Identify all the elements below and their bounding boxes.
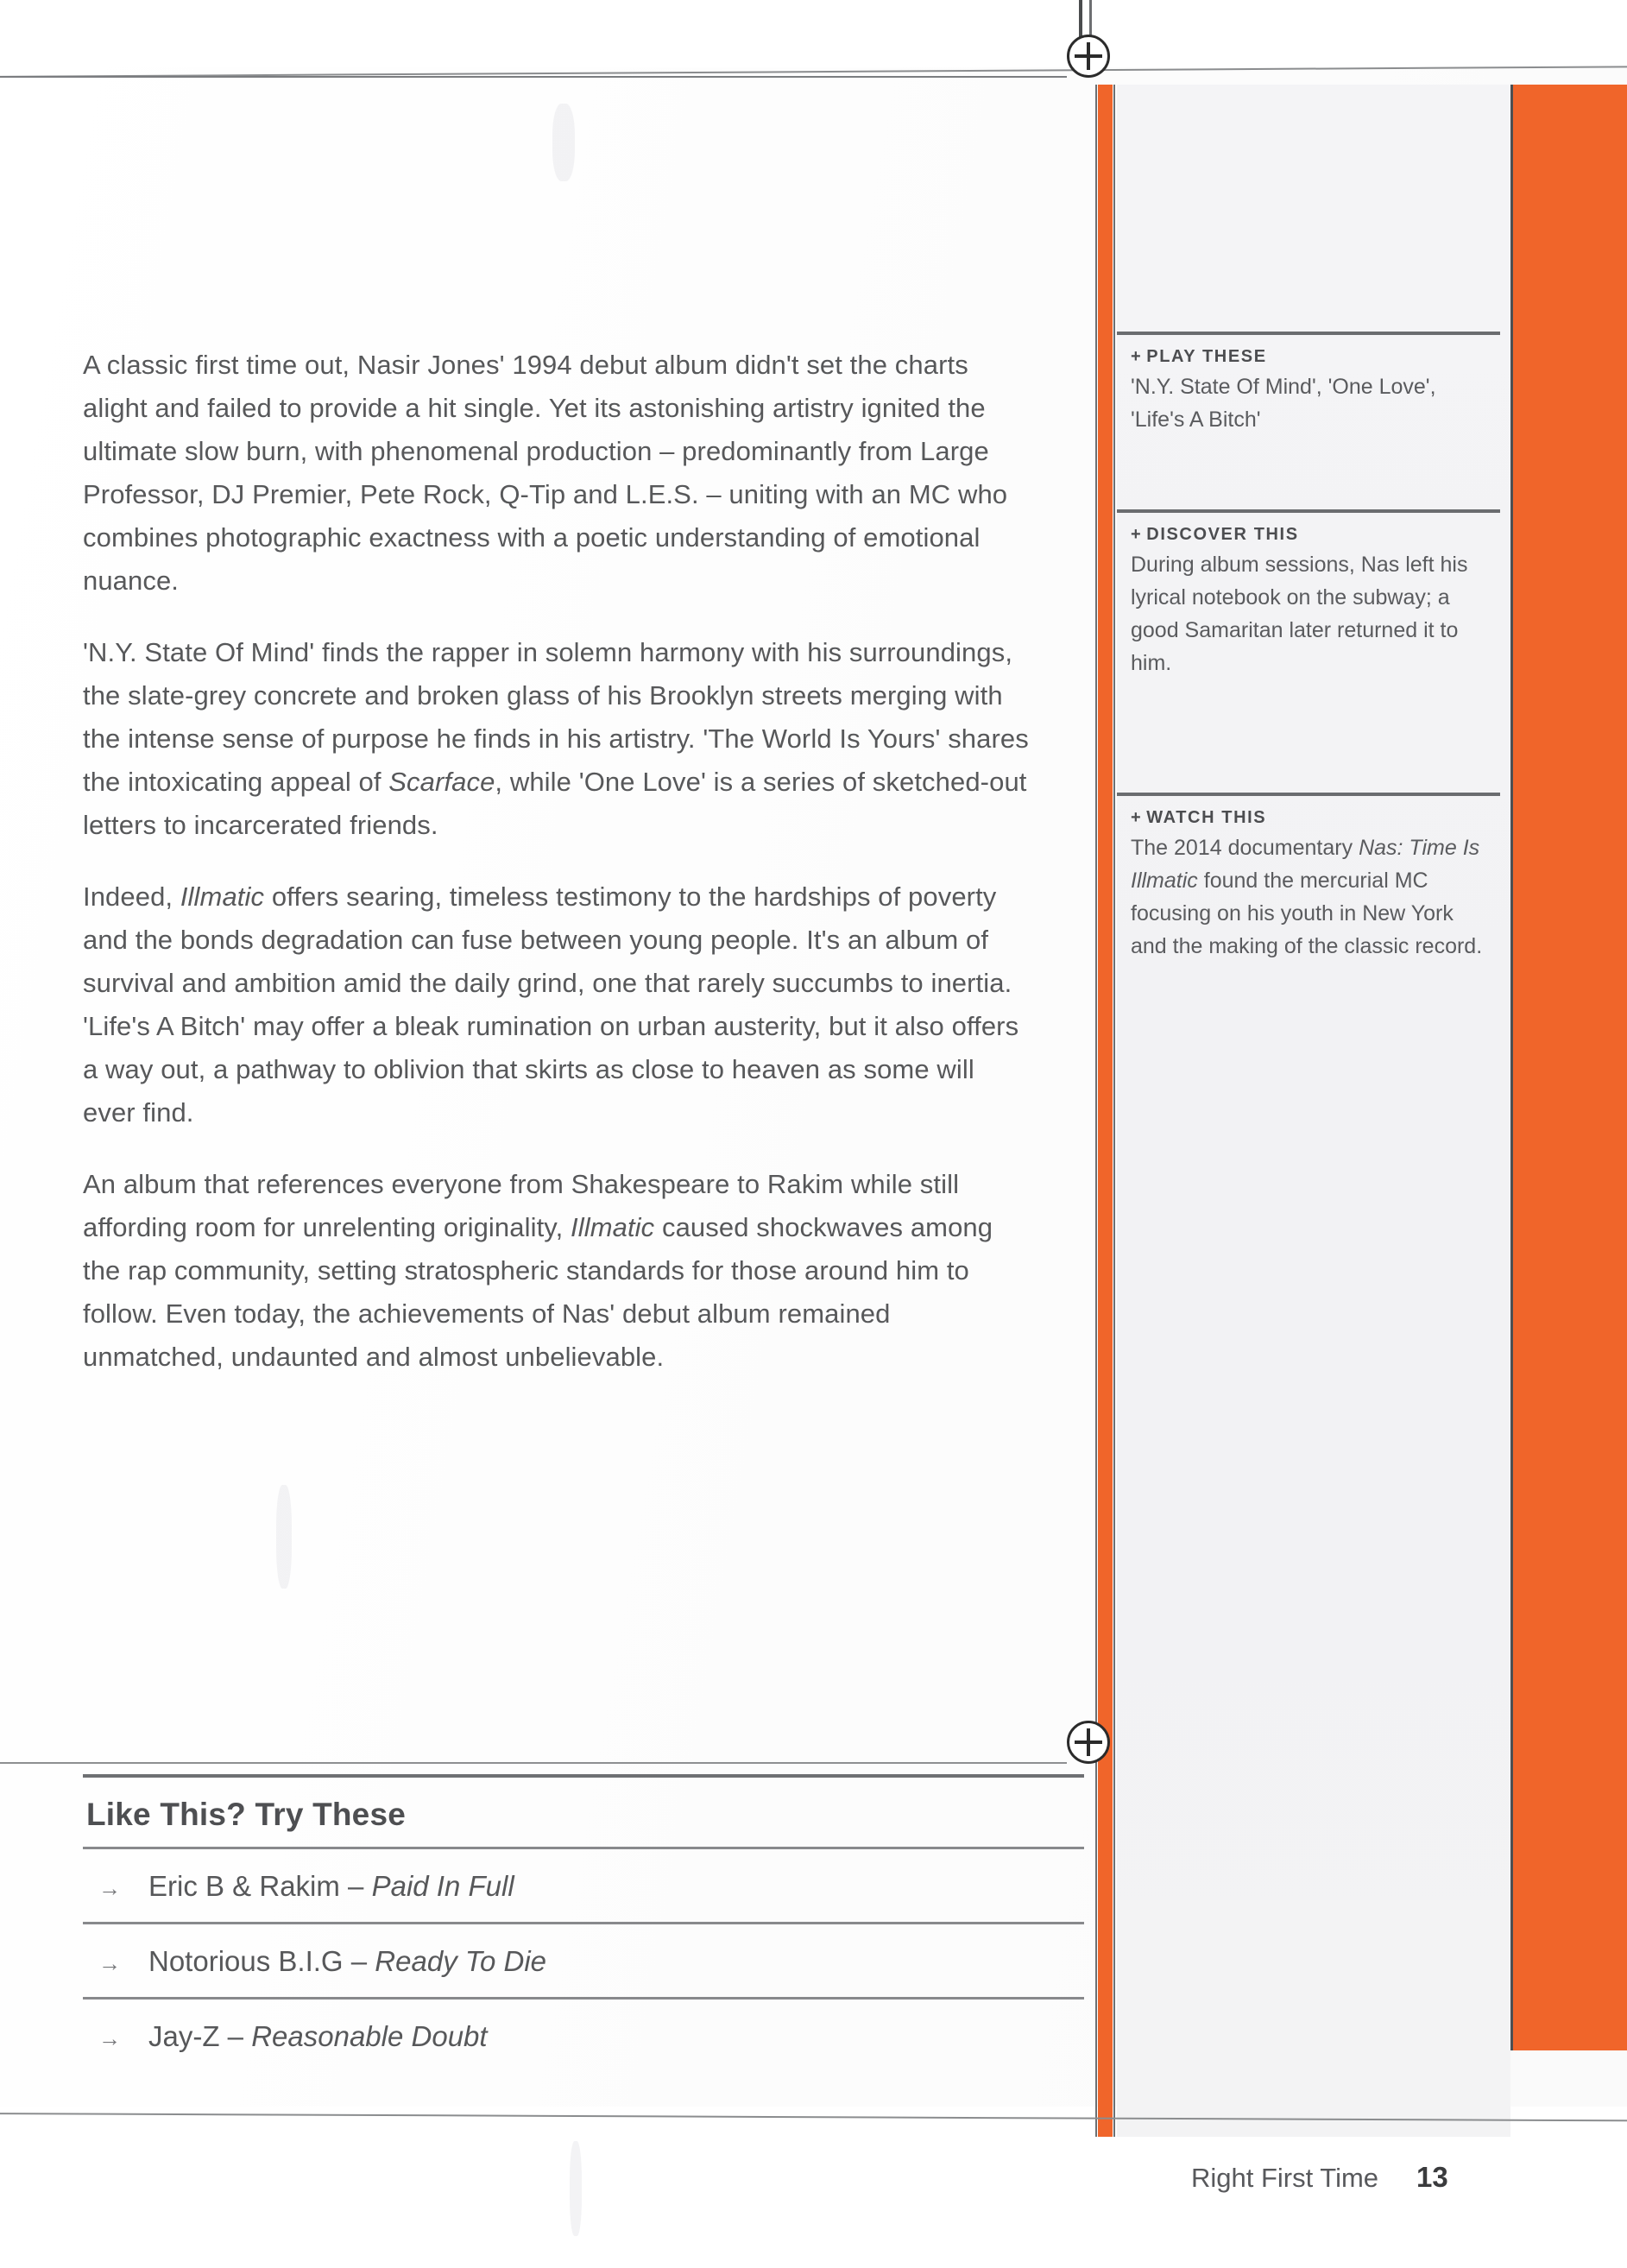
sidebar-kicker-play-these xyxy=(1131,347,1488,367)
recommendations-title: Like This? Try These xyxy=(86,1797,407,1832)
arrow-right-icon: → xyxy=(98,1875,121,1901)
arrow-right-icon: → xyxy=(98,2025,121,2051)
recommendation-dash: – xyxy=(339,1870,372,1902)
recommendation-album: Paid In Full xyxy=(371,1870,514,1902)
sidebar-kicker-discover-this xyxy=(1131,525,1488,545)
sidebar-box-discover-this xyxy=(1122,509,1495,679)
registration-crosshair-vertical xyxy=(1087,1728,1090,1756)
recommendation-text xyxy=(148,1945,546,1978)
body-text: , while 'One Love' is a series of sketched-out letters to incarcerated friends. xyxy=(83,767,1027,840)
sidebar-divider xyxy=(1117,793,1500,796)
body-text: A classic first time out, Nasir Jones' 1994 debut album didn't set the charts alight and failed to provide a hit single. Yet its astonishing artistry ignited the ultimate slow burn, with phenomenal production – predominantly from Large Professor, DJ Premier, Pete Rock, Q-Tip and L.E.S. – uniting with an MC who combines photographic exactness with a poetic understanding of emotional nuance. xyxy=(83,350,1008,596)
body-text: caused shockwaves among the rap community, setting stratospheric standards for those around him to follow. Even today, the achievements of Nas' debut album remained unmatched, undaunted and almost unbelievable. xyxy=(83,1212,993,1372)
sidebar-kicker-label: WATCH THIS xyxy=(1146,808,1267,827)
sidebar-kicker-label: PLAY THESE xyxy=(1146,347,1267,366)
crop-guide-line-bottom xyxy=(0,1762,1067,1764)
registration-mark-icon xyxy=(1067,35,1110,78)
plus-icon: + xyxy=(1131,347,1143,366)
sidebar-body-play-these xyxy=(1131,370,1488,436)
article-paragraph xyxy=(83,631,1032,847)
recommendation-dash: – xyxy=(219,2020,252,2052)
footer-page-number: 13 xyxy=(1416,2161,1448,2193)
registration-mark-icon xyxy=(1067,1721,1110,1764)
recommendation-text xyxy=(148,2020,488,2053)
recommendation-artist: Jay-Z xyxy=(148,2020,220,2052)
emphasis-text: Illmatic xyxy=(180,881,265,912)
body-text: found the mercurial MC focusing on his youth in New York and the making of the classic record. xyxy=(1131,869,1483,958)
sidebar-box-watch-this xyxy=(1122,793,1495,963)
emphasis-text: Nas: Time Is Illmatic xyxy=(1131,836,1480,893)
plus-icon: + xyxy=(1131,525,1143,544)
footer-section-title: Right First Time xyxy=(1191,2163,1379,2193)
body-text: 'N.Y. State Of Mind', 'One Love', 'Life's A Bitch' xyxy=(1131,375,1436,432)
recommendation-artist: Notorious B.I.G xyxy=(148,1945,344,1977)
article-body xyxy=(83,344,1032,1379)
body-text: Indeed, xyxy=(83,881,180,912)
body-text: offers searing, timeless testimony to the hardships of poverty and the bonds degradation can fuse between young people. It's an album of survival and ambition amid the daily grind, one that rarely succumbs to inertia. 'Life's A Bitch' may offer a bleak rumination on urban austerity, but it also offers a way out, a pathway to oblivion that skirts as close to heaven as some will ever find. xyxy=(83,881,1019,1128)
recommendation-album: Reasonable Doubt xyxy=(251,2020,488,2052)
plus-icon: + xyxy=(1131,808,1143,827)
registration-crosshair-vertical xyxy=(1087,42,1090,70)
body-text: During album sessions, Nas left his lyrical notebook on the subway; a good Samaritan later returned it to him. xyxy=(1131,553,1468,675)
orange-edge-band xyxy=(1510,85,1627,2050)
recommendation-item[interactable] xyxy=(83,1924,1084,1997)
body-text: An album that references everyone from Shakespeare to Rakim while still affording room for unrelenting originality, xyxy=(83,1169,960,1242)
sidebar-body-watch-this xyxy=(1131,831,1488,963)
article-paragraph xyxy=(83,1163,1032,1379)
arrow-right-icon: → xyxy=(98,1950,121,1976)
recommendation-text xyxy=(148,1870,514,1903)
recommendation-item[interactable] xyxy=(83,1849,1084,1922)
article-paragraph xyxy=(83,875,1032,1134)
recommendations-block xyxy=(83,1774,1084,2072)
sidebar-kicker-label: DISCOVER THIS xyxy=(1146,525,1299,544)
page-footer xyxy=(1191,2161,1448,2194)
body-text: 'N.Y. State Of Mind' finds the rapper in solemn harmony with his surroundings, the slate-grey concrete and broken glass of his Brooklyn streets merging with the intense sense of purpose he finds in his artistry. 'The World Is Yours' shares the intoxicating appeal of xyxy=(83,637,1029,797)
sidebar-divider xyxy=(1117,509,1500,513)
recommendation-dash: – xyxy=(343,1945,375,1977)
sidebar-divider xyxy=(1117,332,1500,335)
recommendation-item[interactable] xyxy=(83,2000,1084,2072)
emphasis-text: Scarface xyxy=(388,767,495,797)
emphasis-text: Illmatic xyxy=(571,1212,655,1242)
sidebar-kicker-watch-this xyxy=(1131,808,1488,828)
orange-vertical-rule xyxy=(1098,85,1113,2137)
article-paragraph xyxy=(83,344,1032,603)
sidebar-box-play-these xyxy=(1122,332,1495,436)
crop-guide-line-top xyxy=(0,76,1067,78)
sidebar-body-discover-this xyxy=(1131,548,1488,679)
recommendation-album: Ready To Die xyxy=(375,1945,547,1977)
recommendation-artist: Eric B & Rakim xyxy=(148,1870,340,1902)
body-text: The 2014 documentary xyxy=(1131,836,1359,860)
